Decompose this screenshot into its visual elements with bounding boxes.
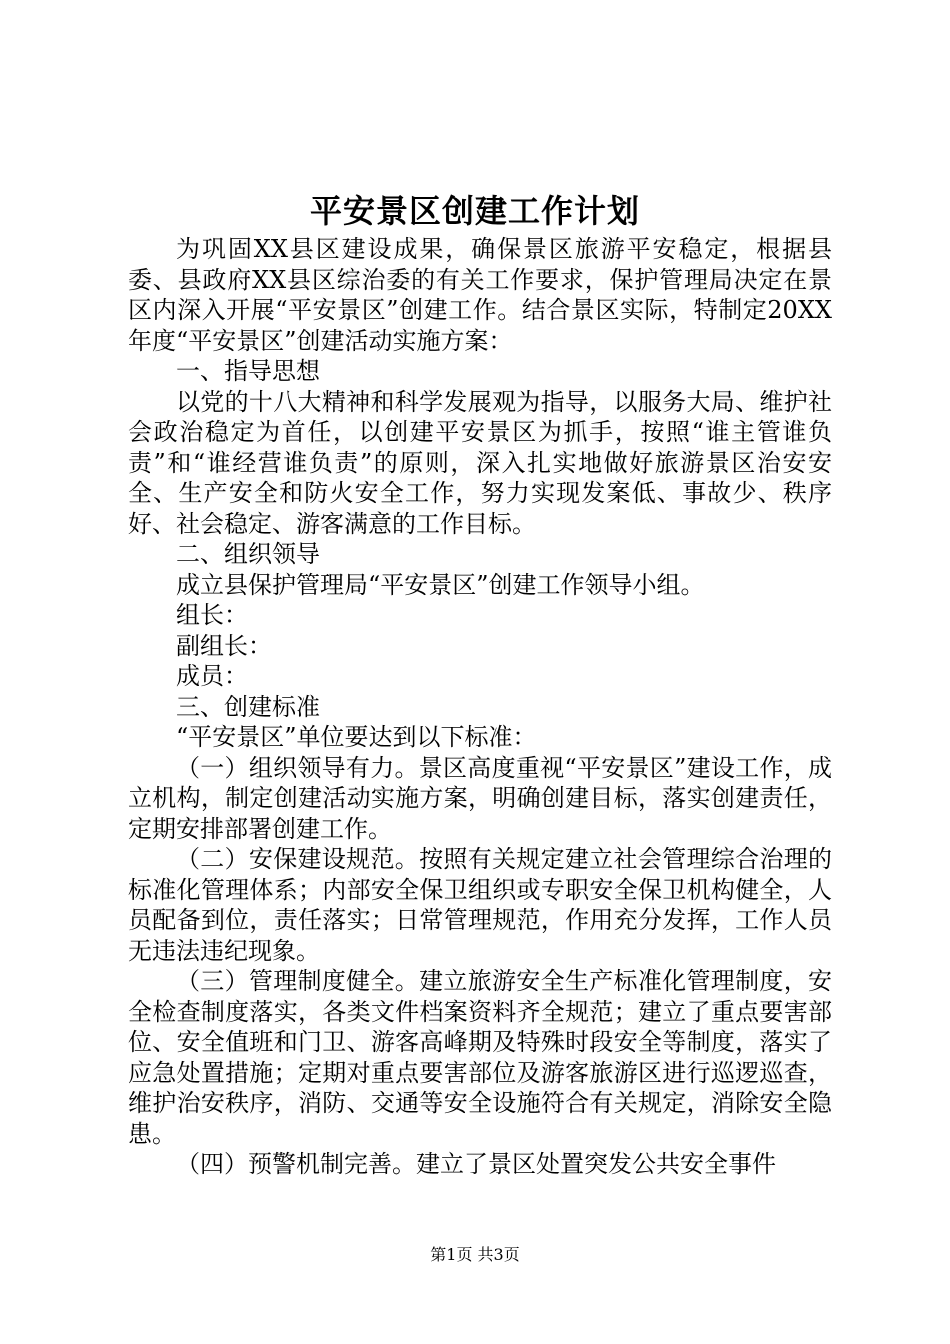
standard-item-2: （二）安保建设规范。按照有关规定建立社会管理综合治理的标准化管理体系；内部安全保卫组织或专职安全保卫机构健全，人员配备到位，责任落实；日常管理规范，作用充分发挥，工作人员无违法违纪现象。 bbox=[128, 845, 832, 965]
group-leader-line: 组长： bbox=[176, 601, 248, 629]
standard-item-4: （四）预警机制完善。建立了景区处置突发公共安全事件 bbox=[176, 1150, 776, 1178]
document-title: 平安景区创建工作计划 bbox=[309, 192, 640, 230]
section-heading-organization: 二、组织领导 bbox=[176, 540, 320, 568]
section-heading-standards: 三、创建标准 bbox=[176, 692, 320, 721]
section-heading-guiding-thought: 一、指导思想 bbox=[176, 357, 320, 385]
standard-item-1: （一）组织领导有力。景区高度重视“平安景区”建设工作，成立机构，制定创建活动实施方案，明确创建目标，落实创建责任，定期安排部署创建工作。 bbox=[128, 753, 832, 843]
members-line: 成员： bbox=[176, 662, 248, 690]
standard-item-3: （三）管理制度健全。建立旅游安全生产标准化管理制度，安全检查制度落实，各类文件档案资料齐全规范；建立了重点要害部位、安全值班和门卫、游客高峰期及特殊时段安全等制度，落实了应急处置措施；定期对重点要害部位及游客旅游区进行巡逻巡查，维护治安秩序，消防、交通等安全设施符合有关规定，消除安全隐患。 bbox=[128, 967, 832, 1148]
organization-paragraph: 成立县保护管理局“平安景区”创建工作领导小组。 bbox=[176, 570, 705, 599]
intro-paragraph: 为巩固XX县区建设成果，确保景区旅游平安稳定，根据县委、县政府XX县区综治委的有关工作要求，保护管理局决定在景区内深入开展“平安景区”创建工作。结合景区实际，特制定20XX年度“平安景区”创建活动实施方案： bbox=[128, 235, 832, 355]
standards-intro: “平安景区”单位要达到以下标准： bbox=[176, 723, 537, 751]
deputy-leader-line: 副组长： bbox=[176, 631, 272, 660]
guiding-thought-paragraph: 以党的十八大精神和科学发展观为指导，以服务大局、维护社会政治稳定为首任，以创建平安景区为抓手，按照“谁主管谁负责”和“谁经营谁负责”的原则，深入扎实地做好旅游景区治安安全、生产安全和防火安全工作，努力实现发案低、事故少、秩序好、社会稳定、游客满意的工作目标。 bbox=[128, 387, 832, 538]
page-number: 第1页 共3页 bbox=[430, 1245, 520, 1264]
document-body bbox=[128, 234, 832, 1180]
